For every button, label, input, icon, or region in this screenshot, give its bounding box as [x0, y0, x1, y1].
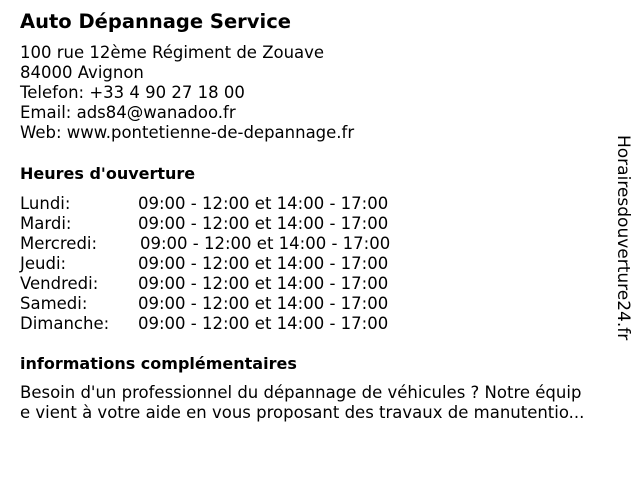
day-label: Dimanche: — [20, 314, 110, 333]
phone-number: Telefon: +33 4 90 27 18 00 — [20, 83, 245, 102]
additional-info-text — [20, 383, 584, 423]
address-city: 84000 Avignon — [20, 63, 144, 82]
email-address: Email: ads84@wanadoo.fr — [20, 103, 236, 122]
opening-hours-table — [20, 194, 440, 334]
time-range: 09:00 - 12:00 et 14:00 - 17:00 — [138, 214, 389, 233]
time-range: 09:00 - 12:00 et 14:00 - 17:00 — [138, 274, 389, 293]
day-label: Jeudi: — [20, 254, 67, 273]
contact-block — [20, 43, 354, 143]
day-label: Vendredi: — [20, 274, 99, 293]
hours-row-monday — [20, 194, 440, 214]
hours-row-wednesday — [20, 234, 440, 254]
website-url: Web: www.pontetienne-de-depannage.fr — [20, 123, 355, 142]
time-range: 09:00 - 12:00 et 14:00 - 17:00 — [138, 254, 389, 273]
business-name: Auto Dépannage Service — [20, 10, 291, 33]
day-label: Mardi: — [20, 214, 72, 233]
address-street: 100 rue 12ème Régiment de Zouave — [20, 43, 325, 62]
time-range: 09:00 - 12:00 et 14:00 - 17:00 — [138, 314, 389, 333]
time-range: 09:00 - 12:00 et 14:00 - 17:00 — [140, 234, 391, 253]
additional-info-heading: informations complémentaires — [20, 354, 297, 373]
hours-row-thursday — [20, 254, 440, 274]
site-watermark: Horairesdouverture24.fr — [613, 135, 633, 341]
info-line: Besoin d'un professionnel du dépannage de véhicules ? Notre équip — [20, 383, 582, 402]
hours-row-sunday — [20, 314, 440, 334]
day-label: Mercredi: — [20, 234, 98, 253]
day-label: Samedi: — [20, 294, 88, 313]
hours-row-friday — [20, 274, 440, 294]
info-line: e vient à votre aide en vous proposant des travaux de manutentio... — [20, 403, 585, 422]
time-range: 09:00 - 12:00 et 14:00 - 17:00 — [138, 194, 389, 213]
opening-hours-heading: Heures d'ouverture — [20, 164, 196, 183]
day-label: Lundi: — [20, 194, 71, 213]
hours-row-saturday — [20, 294, 440, 314]
hours-row-tuesday — [20, 214, 440, 234]
time-range: 09:00 - 12:00 et 14:00 - 17:00 — [138, 294, 389, 313]
